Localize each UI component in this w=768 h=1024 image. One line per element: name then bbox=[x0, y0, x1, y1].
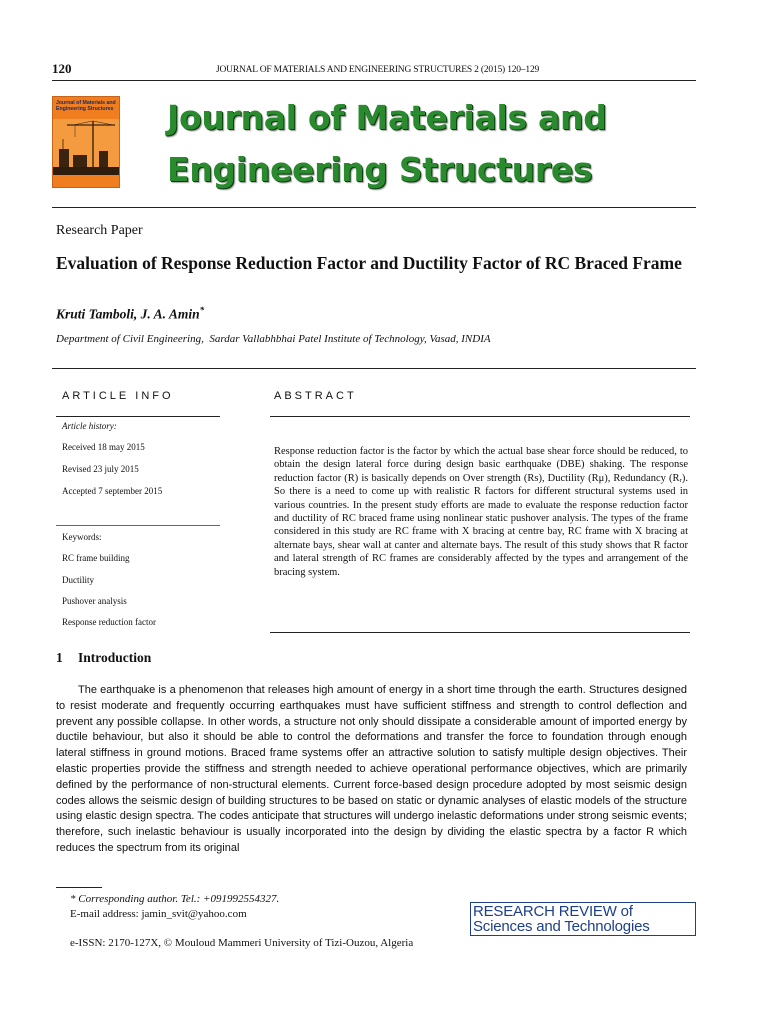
authors bbox=[56, 305, 204, 323]
keyword-item: Pushover analysis bbox=[62, 596, 127, 606]
keywords-rule bbox=[56, 525, 220, 526]
cover-crane-illustration bbox=[53, 119, 119, 175]
author-names: Kruti Tamboli, J. A. Amin bbox=[56, 306, 200, 322]
keyword-item: Ductility bbox=[62, 575, 94, 585]
page-number: 120 bbox=[52, 61, 72, 76]
journal-cover-thumbnail bbox=[52, 96, 120, 188]
abstract-rule bbox=[270, 416, 690, 417]
section-number: 1 bbox=[56, 650, 63, 665]
logo-line-1: RESEARCH REVIEW of bbox=[473, 903, 633, 920]
research-review-logo bbox=[470, 902, 696, 936]
article-info-rule bbox=[56, 416, 220, 417]
history-received: Received 18 may 2015 bbox=[62, 442, 145, 452]
history-revised: Revised 23 july 2015 bbox=[62, 464, 139, 474]
footnote-rule bbox=[56, 887, 102, 888]
article-info-heading: ARTICLE INFO bbox=[62, 390, 174, 402]
history-label: Article history: bbox=[62, 421, 117, 431]
affiliation: Department of Civil Engineering, Sardar Vallabhbhai Patel Institute of Technology, Vasad, INDIA bbox=[56, 333, 491, 345]
section-title: Introduction bbox=[78, 650, 152, 665]
corresponding-mark: * bbox=[199, 305, 205, 315]
masthead-rule bbox=[52, 207, 696, 208]
introduction-paragraph: The earthquake is a phenomenon that releases high amount of energy in a short time through the earth. Structures designed to resist moderate and frequently occurring earthquakes must have sufficient stiffness and strength to control deflection and prevent any possible collapse. In other words, a structure not only should dissipate a considerable amount of imported energy by ductile behaviour, but also it should be able to control the deformations and transfer the force to foundation through enough lateral stiffness in ground motions. Braced frame systems offer an attractive solution to satisfy multiple design objectives. Their elastic properties provide the stiffness and strength needed to achieve operational performance objectives, which are primarily defined by the performance of non-structural elements. Current force-based design procedure adopted by most seismic design codes allows the seismic design of building structures to be based on static or dynamic analyses of elastic models of the structure using elastic design spectra. The codes anticipate that structures will undergo inelastic deformations under strong seismic events; therefore, such inelastic behaviour is usually incorporated into the design by dividing the elastic spectra by a factor R which reduces the spectrum from its original bbox=[56, 684, 687, 854]
abstract-text: Response reduction factor is the factor by which the actual base shear force should be reduced, to obtain the design lateral force during design basic earthquake (DBE) shaking. The response reduction factor (R) is basically depends on Over strength (Rs), Ductility (Rμ), Redundancy (Rᵣ). So there is a need to come up with realistic R factors for different structural systems used in various countries. In the present study efforts are made to evaluate the response reduction factor and ductility of RC braced frame using nonlinear static pushover analysis. The types of the frame considered in this study are RC frame with X bracing at centre bay, RC frame with X bracing at alternate bays, shear wall at canter and alternate bays. The result of this study shows that R factor and lateral strength of RC frames are considerably affected by the types and arrangement of the bracing system. bbox=[274, 446, 688, 578]
corresponding-author-note: * Corresponding author. Tel.: +0919925543​27. bbox=[70, 893, 280, 905]
email-address: E-mail address: jamin_svit@yahoo.com bbox=[70, 908, 247, 920]
logo-line-2: Sciences and Technologies bbox=[473, 918, 650, 935]
title-rule bbox=[52, 368, 696, 369]
abstract-bottom-rule bbox=[270, 632, 690, 633]
abstract-heading: ABSTRACT bbox=[274, 390, 357, 402]
masthead-line-1: Journal of Materials and bbox=[167, 98, 607, 137]
keyword-item: RC frame building bbox=[62, 553, 130, 563]
issn-line: e-ISSN: 2170-127X, © Mouloud Mammeri University of Tizi-Ouzou, Algeria bbox=[70, 937, 414, 949]
masthead-line-2: Engineering Structures bbox=[167, 150, 593, 189]
journal-masthead-title bbox=[167, 92, 607, 196]
keyword-item: Response reduction factor bbox=[62, 617, 156, 627]
history-accepted: Accepted 7 september 2015 bbox=[62, 486, 163, 496]
section-heading-introduction bbox=[56, 650, 151, 666]
header-rule bbox=[52, 80, 696, 81]
running-head: JOURNAL OF MATERIALS AND ENGINEERING STRUCTURES 2 (2015) 120–129 bbox=[216, 65, 540, 75]
keywords-label: Keywords: bbox=[62, 532, 102, 542]
paper-title: Evaluation of Response Reduction Factor and Ductility Factor of RC Braced Frame bbox=[56, 253, 682, 273]
paper-type: Research Paper bbox=[56, 223, 143, 238]
cover-title: Journal of Materials and Engineering Structures bbox=[56, 100, 116, 112]
